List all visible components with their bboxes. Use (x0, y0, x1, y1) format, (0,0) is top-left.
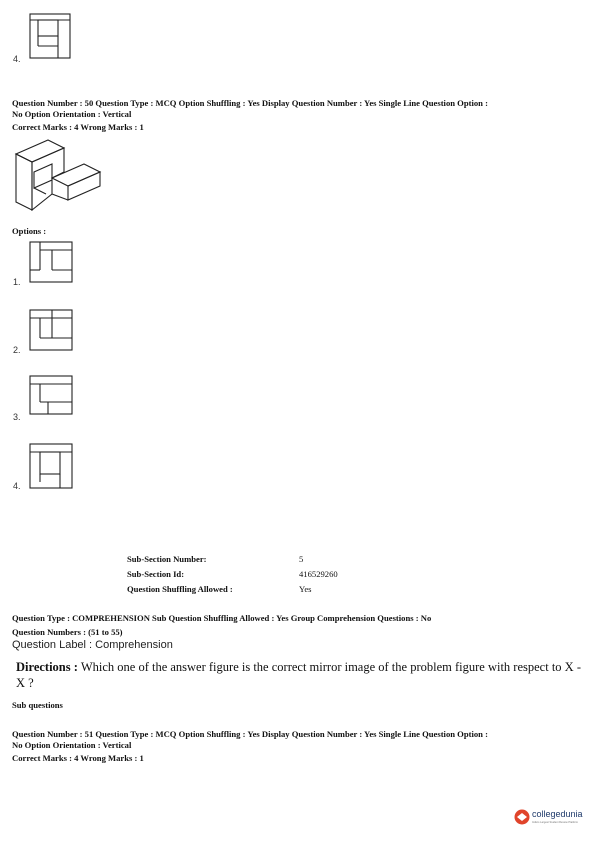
logo-text: collegedunia (532, 809, 583, 819)
comprehension-header (12, 613, 587, 637)
comprehension-meta-line1: Question Type : COMPREHENSION Sub Question Shuffling Allowed : Yes Group Comprehension Questions : No (12, 613, 432, 623)
q51-marks: Correct Marks : 4 Wrong Marks : 1 (12, 753, 144, 763)
q50-option-1-figure (28, 240, 78, 285)
top-option-number: 4. (13, 54, 21, 64)
q50-option-1-number: 1. (13, 277, 21, 287)
q50-option-3-figure (28, 374, 78, 419)
q50-option-4-figure (28, 442, 78, 490)
q50-marks: Correct Marks : 4 Wrong Marks : 1 (12, 122, 144, 132)
q50-option-4-number: 4. (13, 481, 21, 491)
q50-option-2-figure (28, 308, 78, 353)
subsection-key: Sub-Section Number: (127, 554, 207, 564)
directions-head: Directions : (16, 660, 78, 674)
q50-meta-line2: No Option Orientation : Vertical (12, 108, 132, 119)
directions-body: Which one of the answer figure is the correct mirror image of the problem figure with respect to X - X ? (16, 660, 581, 690)
question-label: Question Label : Comprehension (12, 639, 173, 651)
collegedunia-logo (514, 806, 592, 828)
q51-meta-line2: No Option Orientation : Vertical (12, 739, 132, 750)
subsection-value: Yes (299, 584, 312, 594)
subsection-row (127, 569, 338, 584)
directions-text (16, 659, 586, 691)
q50-option-3-number: 3. (13, 412, 21, 422)
subsection-row (127, 554, 338, 569)
comprehension-meta-line2: Question Numbers : (51 to 55) (12, 626, 123, 637)
q50-meta-line1: Question Number : 50 Question Type : MCQ Option Shuffling : Yes Display Question Number : Yes Single Line Question Option : (12, 98, 488, 108)
subsection-row (127, 584, 338, 599)
subsection-key: Sub-Section Id: (127, 569, 185, 579)
q50-option-2-number: 2. (13, 345, 21, 355)
sub-questions-label: Sub questions (12, 700, 63, 710)
subsection-table (127, 554, 338, 599)
top-option-figure (28, 12, 88, 62)
q50-options-label: Options : (12, 226, 47, 236)
subsection-value: 416529260 (299, 569, 338, 579)
q50-problem-figure (12, 136, 102, 216)
subsection-key: Question Shuffling Allowed : (127, 584, 233, 594)
subsection-value: 5 (299, 554, 304, 564)
q50-header (12, 98, 587, 133)
q51-header (12, 729, 587, 764)
q51-meta-line1: Question Number : 51 Question Type : MCQ Option Shuffling : Yes Display Question Number : Yes Single Line Question Option : (12, 729, 488, 739)
logo-tagline: India's Largest Student Review Platform (532, 821, 579, 824)
logo-mark-icon (514, 808, 530, 826)
